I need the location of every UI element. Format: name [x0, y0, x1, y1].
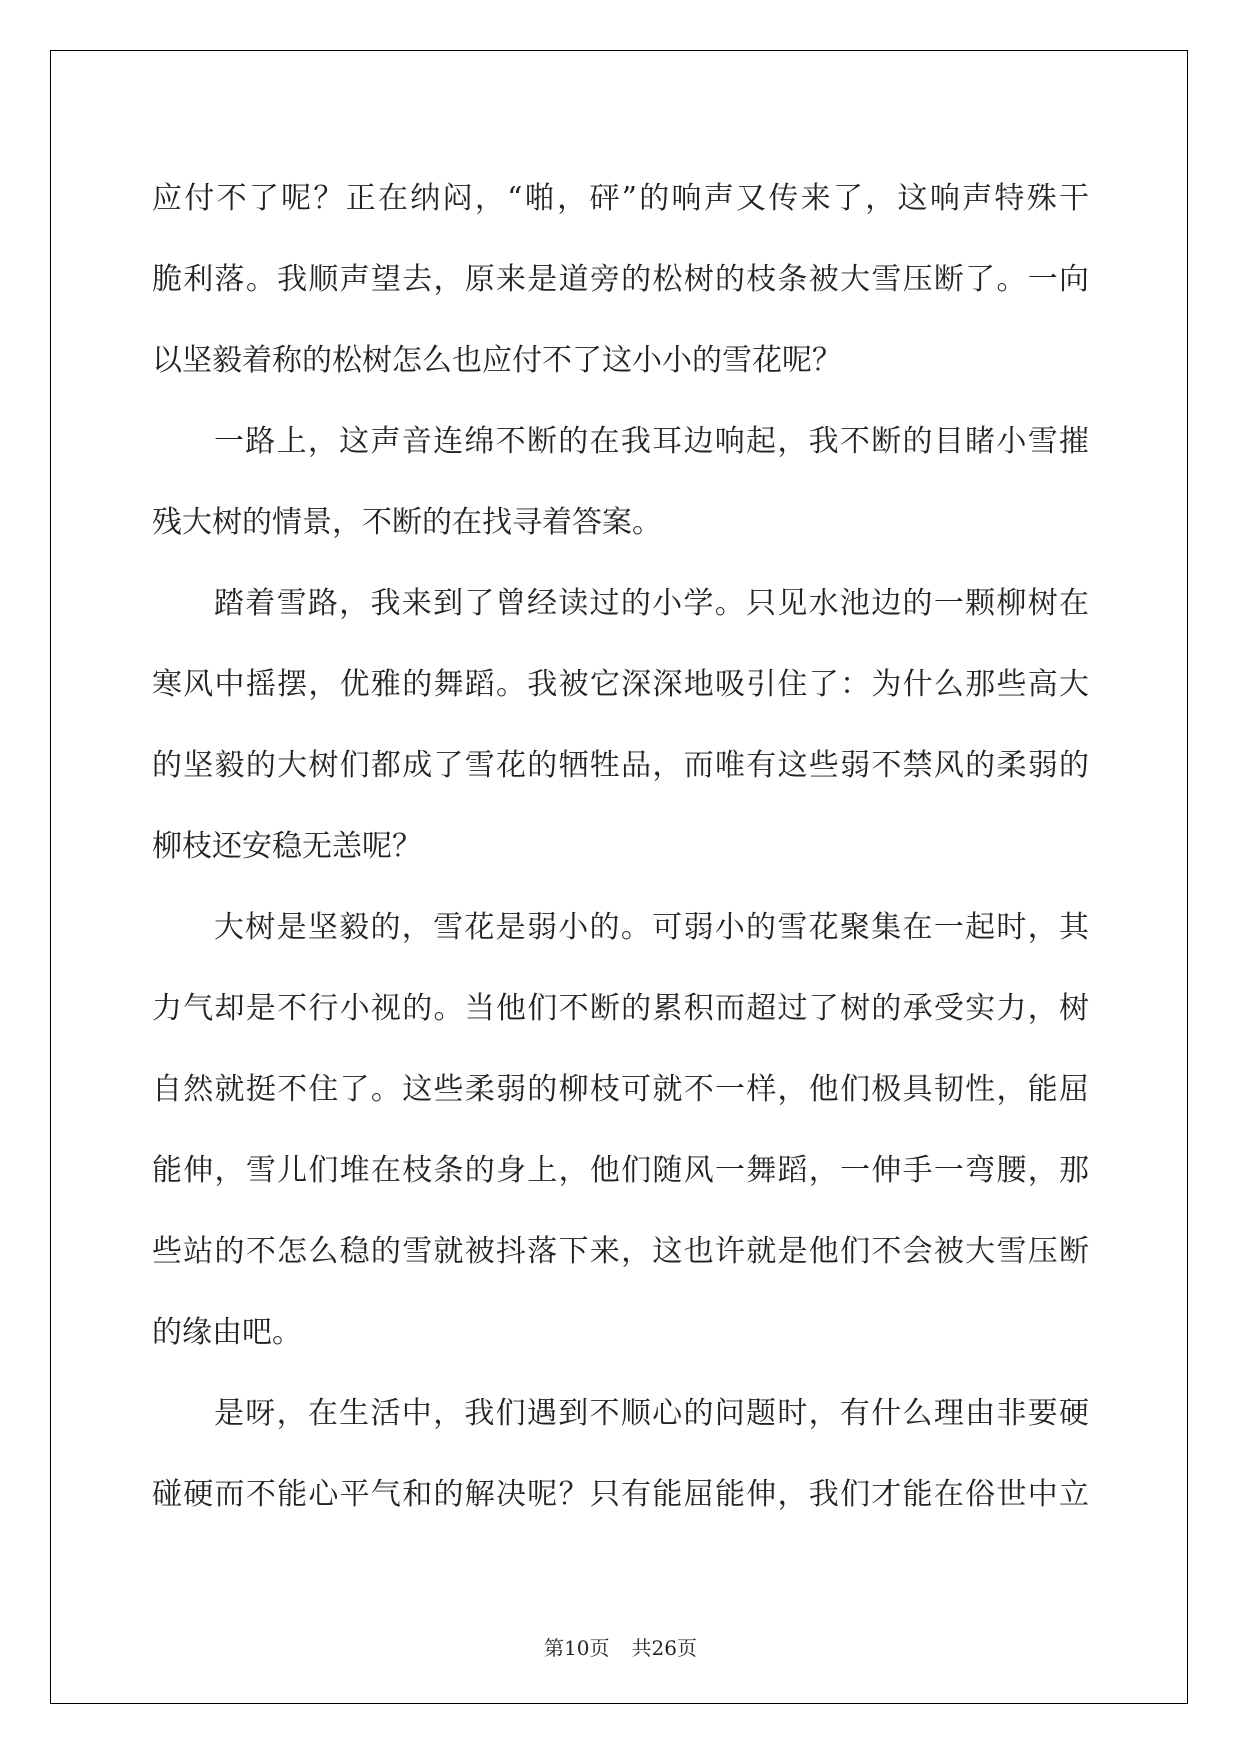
page-footer — [0, 1632, 1241, 1661]
paragraph — [152, 158, 1089, 401]
text-line: 的坚毅的大树们都成了雪花的牺牲品，而唯有这些弱不禁风的柔弱的 — [152, 748, 1089, 783]
text-line: 一路上，这声音连绵不断的在我耳边响起，我不断的目睹小雪摧 — [214, 424, 1089, 459]
text-line: 的缘由吧。 — [152, 1315, 302, 1350]
text-line: 大树是坚毅的，雪花是弱小的。可弱小的雪花聚集在一起时，其 — [214, 910, 1089, 945]
text-line: 自然就挺不住了。这些柔弱的柳枝可就不一样，他们极具韧性，能屈 — [152, 1072, 1089, 1107]
text-line: 以坚毅着称的松树怎么也应付不了这小小的雪花呢？ — [152, 343, 842, 378]
paragraph — [152, 563, 1089, 887]
text-line: 踏着雪路，我来到了曾经读过的小学。只见水池边的一颗柳树在 — [214, 586, 1089, 621]
text-line: 力气却是不行小视的。当他们不断的累积而超过了树的承受实力，树 — [152, 991, 1089, 1026]
text-line: 是呀，在生活中，我们遇到不顺心的问题时，有什么理由非要硬 — [214, 1396, 1089, 1431]
text-line: 能伸，雪儿们堆在枝条的身上，他们随风一舞蹈，一伸手一弯腰，那 — [152, 1153, 1089, 1188]
text-line: 碰硬而不能心平气和的解决呢？只有能屈能伸，我们才能在俗世中立 — [152, 1477, 1089, 1512]
page-number: 第10页 — [544, 1636, 610, 1660]
page-total: 共26页 — [631, 1636, 697, 1660]
paragraph — [152, 401, 1089, 563]
text-line: 些站的不怎么稳的雪就被抖落下来，这也许就是他们不会被大雪压断 — [152, 1234, 1089, 1269]
text-line: 脆利落。我顺声望去，原来是道旁的松树的枝条被大雪压断了。一向 — [152, 262, 1089, 297]
document-body — [152, 158, 1089, 1535]
text-line: 应付不了呢？正在纳闷，“啪，砰”的响声又传来了，这响声特殊干 — [152, 181, 1089, 216]
text-line: 寒风中摇摆，优雅的舞蹈。我被它深深地吸引住了：为什么那些高大 — [152, 667, 1089, 702]
text-line: 残大树的情景，不断的在找寻着答案。 — [152, 505, 662, 540]
paragraph — [152, 1373, 1089, 1535]
paragraph — [152, 887, 1089, 1373]
text-line: 柳枝还安稳无恙呢？ — [152, 829, 422, 864]
